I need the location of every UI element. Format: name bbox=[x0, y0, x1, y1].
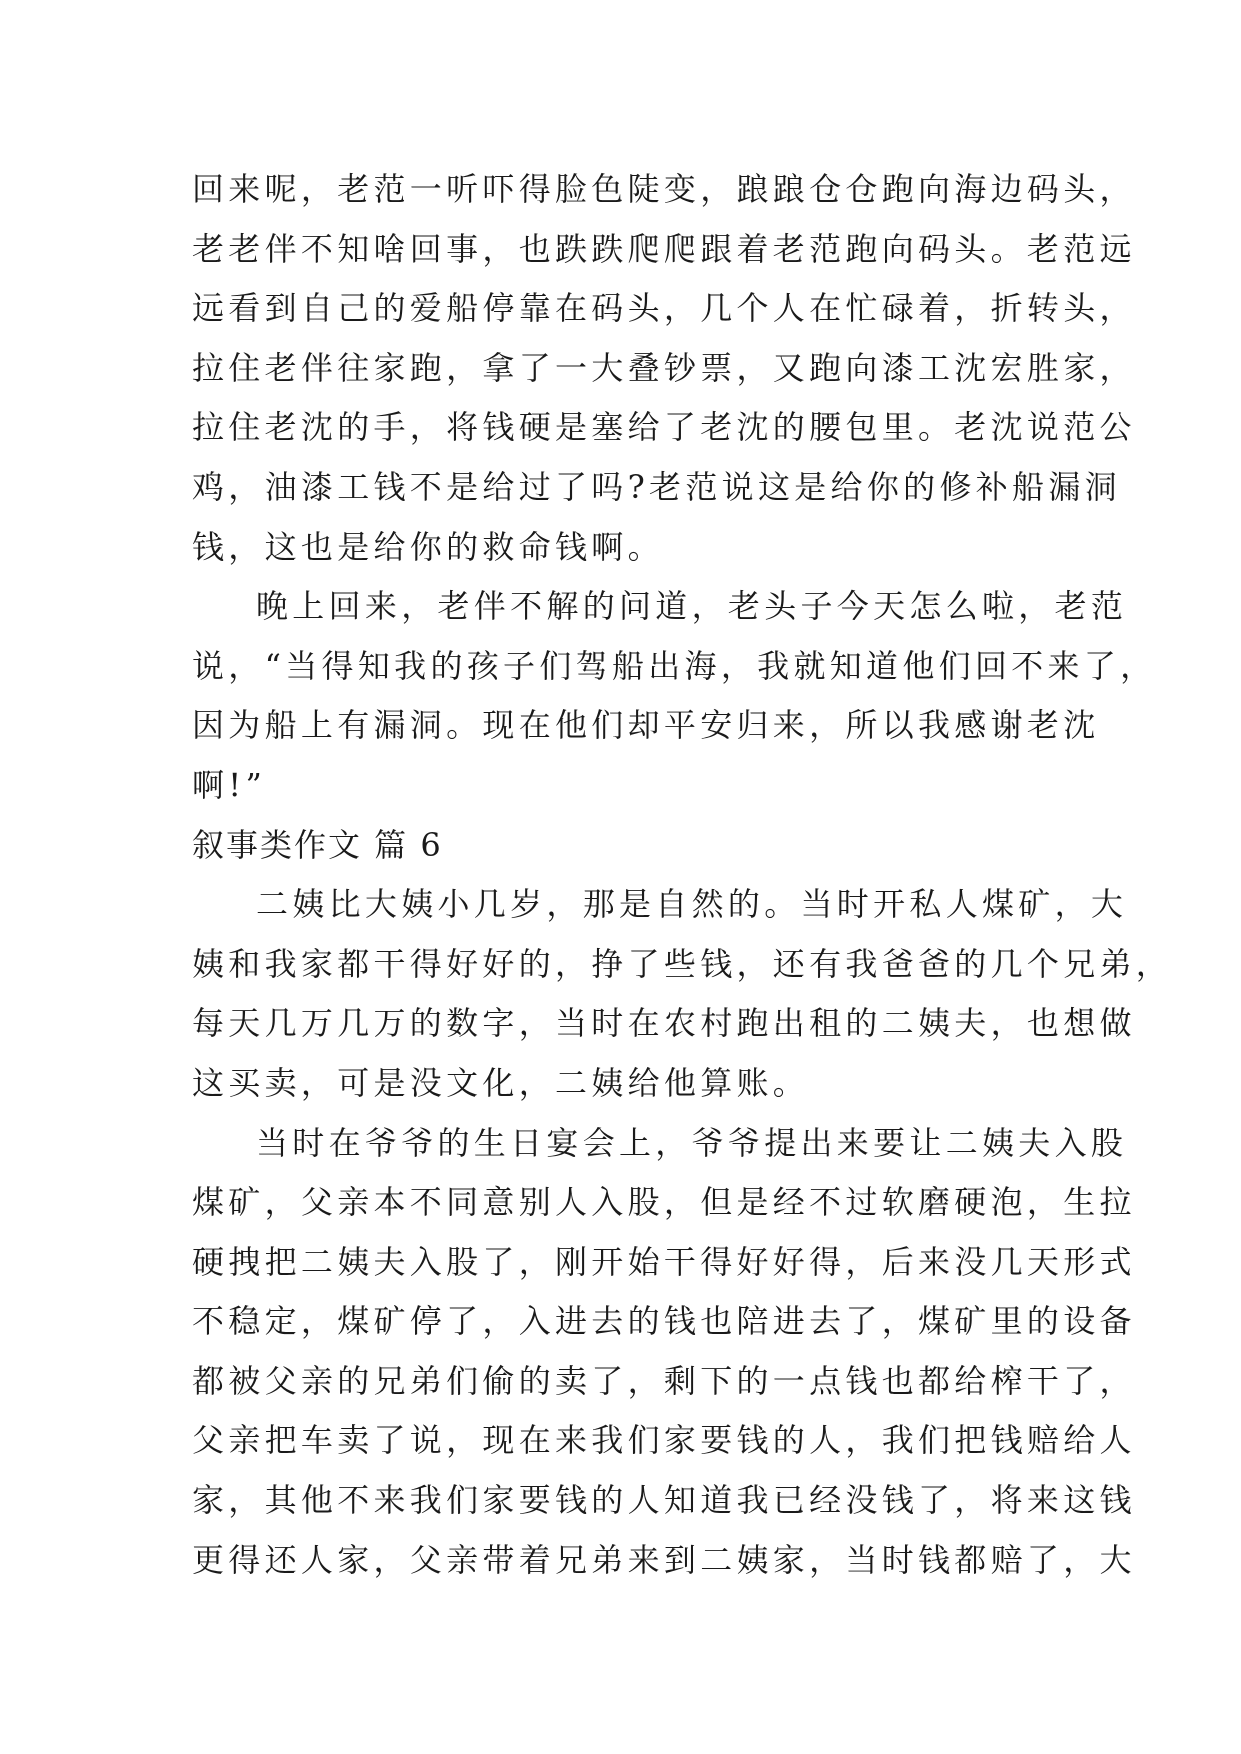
text-line: 不稳定，煤矿停了，入进去的钱也陪进去了，煤矿里的设备 bbox=[192, 1302, 1136, 1341]
text-line: 二姨比大姨小几岁，那是自然的。当时开私人煤矿，大 bbox=[256, 885, 1128, 924]
text-line: 老老伴不知啥回事，也跌跌爬爬跟着老范跑向码头。老范远 bbox=[192, 229, 1136, 268]
text-line: 父亲把车卖了说，现在来我们家要钱的人，我们把钱赔给人 bbox=[192, 1421, 1136, 1460]
text-line: 拉住老沈的手，将钱硬是塞给了老沈的腰包里。老沈说范公 bbox=[192, 408, 1136, 447]
text-line: 钱，这也是给你的救命钱啊。 bbox=[192, 527, 664, 566]
text-line: 每天几万几万的数字，当时在农村跑出租的二姨夫，也想做 bbox=[192, 1004, 1136, 1043]
document-body bbox=[192, 160, 1173, 1590]
section-heading: 叙事类作文 篇 6 bbox=[192, 825, 443, 864]
paragraph-3 bbox=[192, 875, 1173, 1113]
text-line: 硬拽把二姨夫入股了，刚开始干得好好得，后来没几天形式 bbox=[192, 1242, 1136, 1281]
text-line: 这买卖，可是没文化，二姨给他算账。 bbox=[192, 1063, 810, 1102]
text-line: 都被父亲的兄弟们偷的卖了，剩下的一点钱也都给榨干了， bbox=[192, 1361, 1136, 1400]
text-line: 更得还人家，父亲带着兄弟来到二姨家，当时钱都赔了，大 bbox=[192, 1540, 1136, 1579]
text-line: 远看到自己的爱船停靠在码头，几个人在忙碌着，折转头， bbox=[192, 289, 1136, 328]
text-line: 回来呢，老范一听吓得脸色陡变，踉踉仓仓跑向海边码头， bbox=[192, 170, 1136, 208]
text-line: 因为船上有漏洞。现在他们却平安归来，所以我感谢老沈 bbox=[192, 706, 1100, 745]
text-line: 啊!” bbox=[192, 765, 267, 804]
text-line: 姨和我家都干得好好的，挣了些钱，还有我爸爸的几个兄弟， bbox=[192, 944, 1173, 983]
paragraph-4 bbox=[192, 1114, 1136, 1591]
text-line: 说，“当得知我的孩子们驾船出海，我就知道他们回不来了， bbox=[192, 646, 1157, 685]
text-line: 鸡，油漆工钱不是给过了吗?老范说这是给你的修补船漏洞 bbox=[192, 467, 1121, 506]
text-line: 家，其他不来我们家要钱的人知道我已经没钱了，将来这钱 bbox=[192, 1481, 1136, 1520]
text-line: 晚上回来，老伴不解的问道，老头子今天怎么啦，老范 bbox=[256, 587, 1128, 626]
paragraph-2 bbox=[192, 577, 1157, 815]
text-line: 拉住老伴往家跑，拿了一大叠钞票，又跑向漆工沈宏胜家， bbox=[192, 348, 1136, 387]
text-line: 当时在爷爷的生日宴会上，爷爷提出来要让二姨夫入股 bbox=[256, 1123, 1128, 1162]
paragraph-1 bbox=[192, 160, 1136, 577]
text-line: 煤矿，父亲本不同意别人入股，但是经不过软磨硬泡，生拉 bbox=[192, 1183, 1136, 1222]
